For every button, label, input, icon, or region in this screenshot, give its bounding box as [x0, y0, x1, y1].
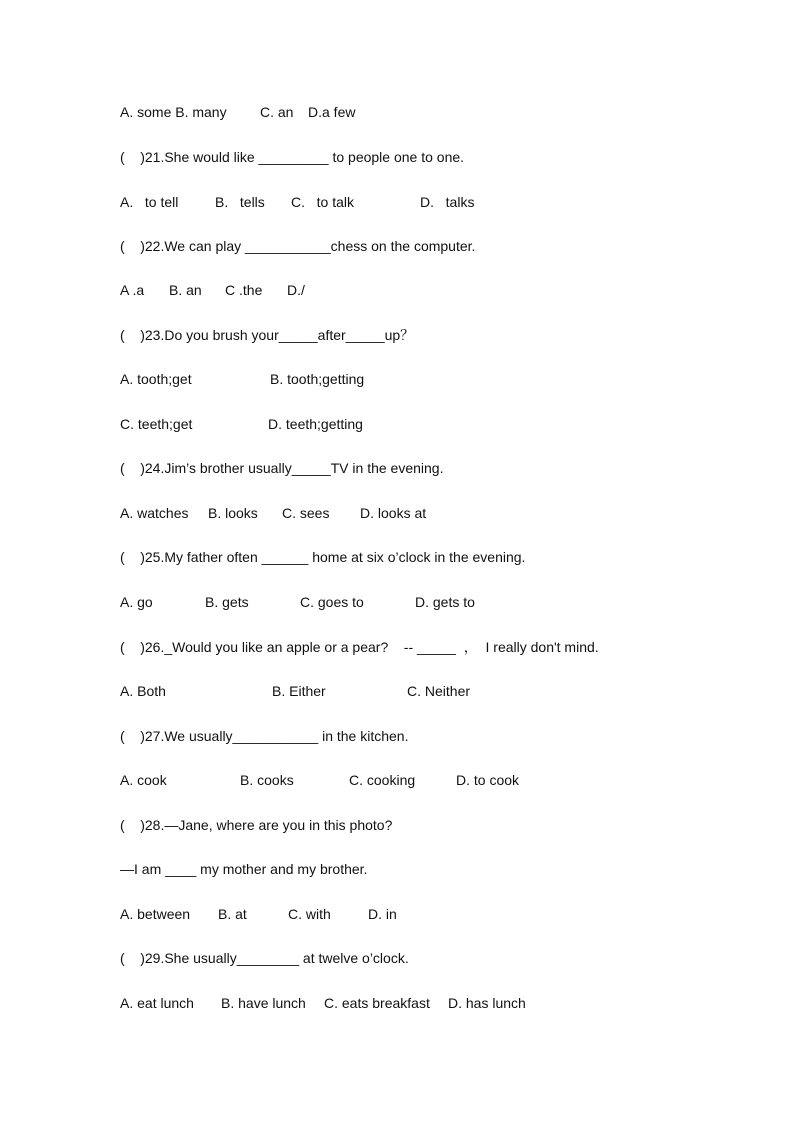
- option-c: C. teeth;get: [120, 416, 193, 432]
- question-text: ( )25.My father often ______ home at six o’clock in the evening.: [120, 549, 526, 565]
- option-a: A .a: [120, 282, 145, 298]
- option-b: B. at: [218, 906, 247, 922]
- option-b: B. cooks: [240, 772, 294, 788]
- question-text: ( )26._Would you like an apple or a pear? -- _____ ， I really don't mind.: [120, 639, 599, 655]
- option-b: B. looks: [208, 505, 258, 521]
- option-a: A. tooth;get: [120, 371, 192, 387]
- option-a: A. Both: [120, 683, 166, 699]
- dialogue-text: —I am ____ my mother and my brother.: [120, 861, 368, 877]
- options-line-24: [120, 504, 427, 522]
- option-c: C. Neither: [407, 683, 471, 699]
- option-c: C .the: [225, 282, 263, 298]
- question-25: [120, 548, 526, 566]
- option-b: B. have lunch: [221, 995, 306, 1011]
- options-line-29: [120, 994, 526, 1012]
- option-b: B. tooth;getting: [270, 371, 365, 387]
- option-d: D. looks at: [360, 505, 427, 521]
- option-d: D. has lunch: [448, 995, 526, 1011]
- question-26: [120, 638, 599, 656]
- option-a: A. cook: [120, 772, 167, 788]
- question-28: [120, 816, 393, 834]
- option-d: D. teeth;getting: [268, 416, 363, 432]
- question-29: [120, 949, 409, 967]
- options-line-25: [120, 593, 475, 611]
- option-c: C. goes to: [300, 594, 364, 610]
- question-text: ( )24.Jim’s brother usually_____TV in the evening.: [120, 460, 444, 476]
- option-a: A. to tell: [120, 194, 179, 210]
- options-line-22: [120, 281, 305, 299]
- question-text: ( )28.—Jane, where are you in this photo?: [120, 817, 393, 833]
- option-d: D. in: [368, 906, 397, 922]
- option-a: A. eat lunch: [120, 995, 194, 1011]
- option-d: D. gets to: [415, 594, 475, 610]
- option-c: C. with: [288, 906, 331, 922]
- option-c: C. eats breakfast: [324, 995, 430, 1011]
- options-line-28: [120, 905, 397, 923]
- question-28-dialogue: [120, 860, 368, 878]
- option-a: A. go: [120, 594, 153, 610]
- options-line-26: [120, 682, 471, 700]
- question-text: ( )21.She would like _________ to people one to one.: [120, 149, 465, 165]
- option-a: A. watches: [120, 505, 189, 521]
- options-line-27: [120, 771, 520, 789]
- question-text: ( )23.Do you brush your_____after_____up？: [120, 327, 415, 343]
- option-c: C. cooking: [349, 772, 416, 788]
- question-27: [120, 727, 409, 745]
- option-a: A. between: [120, 906, 191, 922]
- option-b: B. gets: [205, 594, 249, 610]
- question-21: [120, 148, 465, 166]
- options-line-20: [120, 103, 356, 121]
- options-line-23a: [120, 370, 365, 388]
- options-line-23b: [120, 415, 363, 433]
- option-d: D. talks: [420, 194, 475, 210]
- options-line-21: [120, 193, 475, 211]
- option-d: D. to cook: [456, 772, 520, 788]
- question-text: ( )22.We can play ___________chess on the computer.: [120, 238, 476, 254]
- option-b: B. an: [169, 282, 202, 298]
- question-24: [120, 459, 444, 477]
- option-b: B. Either: [272, 683, 326, 699]
- question-text: ( )27.We usually___________ in the kitchen.: [120, 728, 409, 744]
- option-b: B. tells: [215, 194, 265, 210]
- option-c: C. to talk: [291, 194, 355, 210]
- option-a: A. some B. many: [120, 104, 227, 120]
- question-22: [120, 237, 476, 255]
- option-d: D./: [287, 282, 305, 298]
- question-text: ( )29.She usually________ at twelve o’clock.: [120, 950, 409, 966]
- option-c: C. an: [260, 104, 294, 120]
- option-c: C. sees: [282, 505, 330, 521]
- option-d: D.a few: [308, 104, 356, 120]
- question-23: [120, 326, 415, 344]
